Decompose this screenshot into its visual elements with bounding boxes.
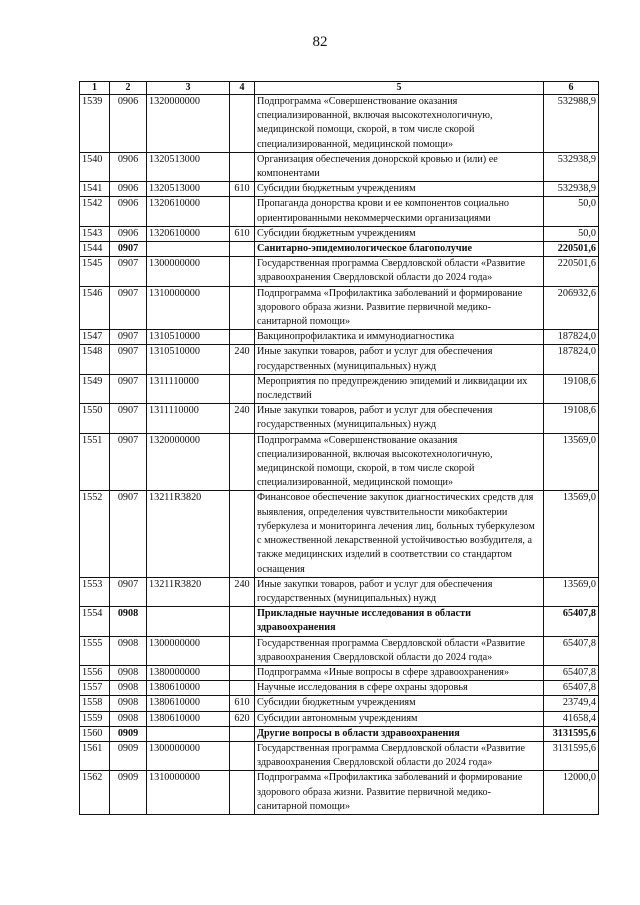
target-code-cell [147, 607, 230, 636]
expense-type-cell: 610 [230, 696, 255, 711]
row-number-cell: 1562 [80, 771, 110, 815]
table-row [80, 242, 599, 257]
amount-cell: 12000,0 [544, 771, 599, 815]
target-code-cell: 1300000000 [147, 257, 230, 286]
expense-type-cell [230, 491, 255, 577]
section-code-cell: 0907 [110, 257, 147, 286]
expense-type-cell [230, 242, 255, 257]
target-code-cell [147, 242, 230, 257]
table-row [80, 711, 599, 726]
expense-type-cell [230, 433, 255, 491]
amount-cell: 19108,6 [544, 374, 599, 403]
item-name-cell: Иные закупки товаров, работ и услуг для обеспечения государственных (муниципальных) нужд [255, 577, 544, 606]
header-col-1: 1 [80, 82, 110, 95]
section-code-cell: 0907 [110, 242, 147, 257]
header-col-5: 5 [255, 82, 544, 95]
section-code-cell: 0907 [110, 433, 147, 491]
item-name-cell: Санитарно-эпидемиологическое благополучие [255, 242, 544, 257]
item-name-cell: Подпрограмма «Иные вопросы в сфере здравоохранения» [255, 665, 544, 680]
amount-cell: 65407,8 [544, 636, 599, 665]
item-name-cell: Финансовое обеспечение закупок диагностических средств для выявления, определения чувствительности микобактерии туберкулеза и мониторинга лечения лиц, больных туберкулезом с множественной лекарственной устойчивостью возбудителя, а также медицинских изделий в соответствии со стандартом оснащения [255, 491, 544, 577]
item-name-cell: Субсидии автономным учреждениям [255, 711, 544, 726]
header-col-4: 4 [230, 82, 255, 95]
page-number: 82 [312, 34, 328, 50]
target-code-cell: 1320610000 [147, 226, 230, 241]
amount-cell: 3131595,6 [544, 741, 599, 770]
amount-cell: 50,0 [544, 226, 599, 241]
row-number-cell: 1553 [80, 577, 110, 606]
target-code-cell: 1310000000 [147, 286, 230, 330]
amount-cell: 65407,8 [544, 681, 599, 696]
row-number-cell: 1555 [80, 636, 110, 665]
table-row [80, 257, 599, 286]
row-number-cell: 1544 [80, 242, 110, 257]
target-code-cell: 1311110000 [147, 404, 230, 433]
amount-cell: 220501,6 [544, 242, 599, 257]
expense-type-cell: 620 [230, 711, 255, 726]
table-row [80, 636, 599, 665]
target-code-cell [147, 726, 230, 741]
item-name-cell: Мероприятия по предупреждению эпидемий и ликвидации их последствий [255, 374, 544, 403]
target-code-cell: 1320513000 [147, 182, 230, 197]
table-row [80, 182, 599, 197]
table-row [80, 95, 599, 153]
section-code-cell: 0909 [110, 741, 147, 770]
table-row [80, 577, 599, 606]
item-name-cell: Субсидии бюджетным учреждениям [255, 226, 544, 241]
amount-cell: 3131595,6 [544, 726, 599, 741]
row-number-cell: 1556 [80, 665, 110, 680]
section-code-cell: 0908 [110, 607, 147, 636]
table-row [80, 665, 599, 680]
row-number-cell: 1554 [80, 607, 110, 636]
amount-cell: 187824,0 [544, 345, 599, 374]
header-col-3: 3 [147, 82, 230, 95]
row-number-cell: 1543 [80, 226, 110, 241]
section-code-cell: 0907 [110, 330, 147, 345]
expense-type-cell [230, 636, 255, 665]
item-name-cell: Субсидии бюджетным учреждениям [255, 696, 544, 711]
table-row [80, 433, 599, 491]
amount-cell: 13569,0 [544, 491, 599, 577]
section-code-cell: 0908 [110, 681, 147, 696]
row-number-cell: 1557 [80, 681, 110, 696]
table-row [80, 374, 599, 403]
section-code-cell: 0907 [110, 404, 147, 433]
section-code-cell: 0907 [110, 491, 147, 577]
row-number-cell: 1545 [80, 257, 110, 286]
amount-cell: 187824,0 [544, 330, 599, 345]
item-name-cell: Организация обеспечения донорской кровью и (или) ее компонентами [255, 152, 544, 181]
table-row [80, 404, 599, 433]
expense-type-cell: 610 [230, 182, 255, 197]
amount-cell: 41658,4 [544, 711, 599, 726]
item-name-cell: Другие вопросы в области здравоохранения [255, 726, 544, 741]
item-name-cell: Подпрограмма «Совершенствование оказания специализированной, включая высокотехнологичную, медицинской помощи, скорой, в том числе скорой специализированной, медицинской помощи» [255, 433, 544, 491]
table-row [80, 741, 599, 770]
expense-type-cell: 240 [230, 345, 255, 374]
section-code-cell: 0906 [110, 226, 147, 241]
item-name-cell: Пропаганда донорства крови и ее компонентов социально ориентированными некоммерческими организациями [255, 197, 544, 226]
expense-type-cell [230, 741, 255, 770]
item-name-cell: Субсидии бюджетным учреждениям [255, 182, 544, 197]
table-row [80, 197, 599, 226]
expense-type-cell [230, 771, 255, 815]
row-number-cell: 1540 [80, 152, 110, 181]
table-row [80, 286, 599, 330]
target-code-cell: 1311110000 [147, 374, 230, 403]
expense-type-cell: 240 [230, 404, 255, 433]
table-row [80, 330, 599, 345]
item-name-cell: Иные закупки товаров, работ и услуг для обеспечения государственных (муниципальных) нужд [255, 345, 544, 374]
section-code-cell: 0906 [110, 197, 147, 226]
target-code-cell: 1300000000 [147, 636, 230, 665]
section-code-cell: 0909 [110, 771, 147, 815]
row-number-cell: 1546 [80, 286, 110, 330]
target-code-cell: 1380610000 [147, 711, 230, 726]
target-code-cell: 1310510000 [147, 330, 230, 345]
item-name-cell: Прикладные научные исследования в области здравоохранения [255, 607, 544, 636]
item-name-cell: Подпрограмма «Профилактика заболеваний и формирование здорового образа жизни. Развитие первичной медико-санитарной помощи» [255, 286, 544, 330]
target-code-cell: 13211R3820 [147, 491, 230, 577]
table-row [80, 152, 599, 181]
amount-cell: 13569,0 [544, 577, 599, 606]
row-number-cell: 1547 [80, 330, 110, 345]
item-name-cell: Подпрограмма «Профилактика заболеваний и формирование здорового образа жизни. Развитие первичной медико-санитарной помощи» [255, 771, 544, 815]
row-number-cell: 1539 [80, 95, 110, 153]
target-code-cell: 1380610000 [147, 696, 230, 711]
target-code-cell: 1380000000 [147, 665, 230, 680]
table-row [80, 696, 599, 711]
section-code-cell: 0907 [110, 345, 147, 374]
section-code-cell: 0907 [110, 374, 147, 403]
item-name-cell: Государственная программа Свердловской области «Развитие здравоохранения Свердловской области до 2024 года» [255, 257, 544, 286]
row-number-cell: 1542 [80, 197, 110, 226]
section-code-cell: 0906 [110, 152, 147, 181]
expense-type-cell [230, 607, 255, 636]
item-name-cell: Вакцинопрофилактика и иммунодиагностика [255, 330, 544, 345]
table-row [80, 226, 599, 241]
expense-type-cell [230, 257, 255, 286]
row-number-cell: 1548 [80, 345, 110, 374]
expense-type-cell [230, 374, 255, 403]
section-code-cell: 0908 [110, 636, 147, 665]
section-code-cell: 0907 [110, 286, 147, 330]
amount-cell: 19108,6 [544, 404, 599, 433]
row-number-cell: 1541 [80, 182, 110, 197]
amount-cell: 65407,8 [544, 607, 599, 636]
target-code-cell: 1320000000 [147, 95, 230, 153]
table-row [80, 771, 599, 815]
table-row [80, 607, 599, 636]
expense-type-cell [230, 197, 255, 226]
item-name-cell: Государственная программа Свердловской области «Развитие здравоохранения Свердловской области до 2024 года» [255, 636, 544, 665]
header-col-6: 6 [544, 82, 599, 95]
item-name-cell: Иные закупки товаров, работ и услуг для обеспечения государственных (муниципальных) нужд [255, 404, 544, 433]
table-body [80, 95, 599, 815]
target-code-cell: 1310000000 [147, 771, 230, 815]
row-number-cell: 1559 [80, 711, 110, 726]
row-number-cell: 1550 [80, 404, 110, 433]
item-name-cell: Подпрограмма «Совершенствование оказания специализированной, включая высокотехнологичную, медицинской помощи, скорой, в том числе скорой специализированной, медицинской помощи» [255, 95, 544, 153]
table-row [80, 681, 599, 696]
target-code-cell: 1380610000 [147, 681, 230, 696]
item-name-cell: Государственная программа Свердловской области «Развитие здравоохранения Свердловской области до 2024 года» [255, 741, 544, 770]
expense-type-cell [230, 95, 255, 153]
amount-cell: 206932,6 [544, 286, 599, 330]
section-code-cell: 0908 [110, 711, 147, 726]
row-number-cell: 1552 [80, 491, 110, 577]
amount-cell: 532938,9 [544, 182, 599, 197]
table-row [80, 345, 599, 374]
amount-cell: 13569,0 [544, 433, 599, 491]
header-col-2: 2 [110, 82, 147, 95]
expense-type-cell [230, 665, 255, 680]
target-code-cell: 1300000000 [147, 741, 230, 770]
row-number-cell: 1549 [80, 374, 110, 403]
section-code-cell: 0906 [110, 95, 147, 153]
expense-type-cell [230, 286, 255, 330]
section-code-cell: 0907 [110, 577, 147, 606]
expense-type-cell: 610 [230, 226, 255, 241]
row-number-cell: 1561 [80, 741, 110, 770]
target-code-cell: 1310510000 [147, 345, 230, 374]
section-code-cell: 0906 [110, 182, 147, 197]
expense-type-cell [230, 152, 255, 181]
amount-cell: 23749,4 [544, 696, 599, 711]
amount-cell: 65407,8 [544, 665, 599, 680]
row-number-cell: 1558 [80, 696, 110, 711]
row-number-cell: 1551 [80, 433, 110, 491]
target-code-cell: 1320610000 [147, 197, 230, 226]
target-code-cell: 1320000000 [147, 433, 230, 491]
section-code-cell: 0908 [110, 696, 147, 711]
expense-type-cell: 240 [230, 577, 255, 606]
table-row [80, 491, 599, 577]
amount-cell: 532938,9 [544, 152, 599, 181]
amount-cell: 220501,6 [544, 257, 599, 286]
section-code-cell: 0909 [110, 726, 147, 741]
target-code-cell: 1320513000 [147, 152, 230, 181]
expense-type-cell [230, 681, 255, 696]
expense-type-cell [230, 330, 255, 345]
amount-cell: 50,0 [544, 197, 599, 226]
row-number-cell: 1560 [80, 726, 110, 741]
table-header-row [80, 82, 599, 95]
table-row [80, 726, 599, 741]
section-code-cell: 0908 [110, 665, 147, 680]
amount-cell: 532988,9 [544, 95, 599, 153]
target-code-cell: 13211R3820 [147, 577, 230, 606]
budget-table [79, 81, 599, 815]
item-name-cell: Научные исследования в сфере охраны здоровья [255, 681, 544, 696]
expense-type-cell [230, 726, 255, 741]
